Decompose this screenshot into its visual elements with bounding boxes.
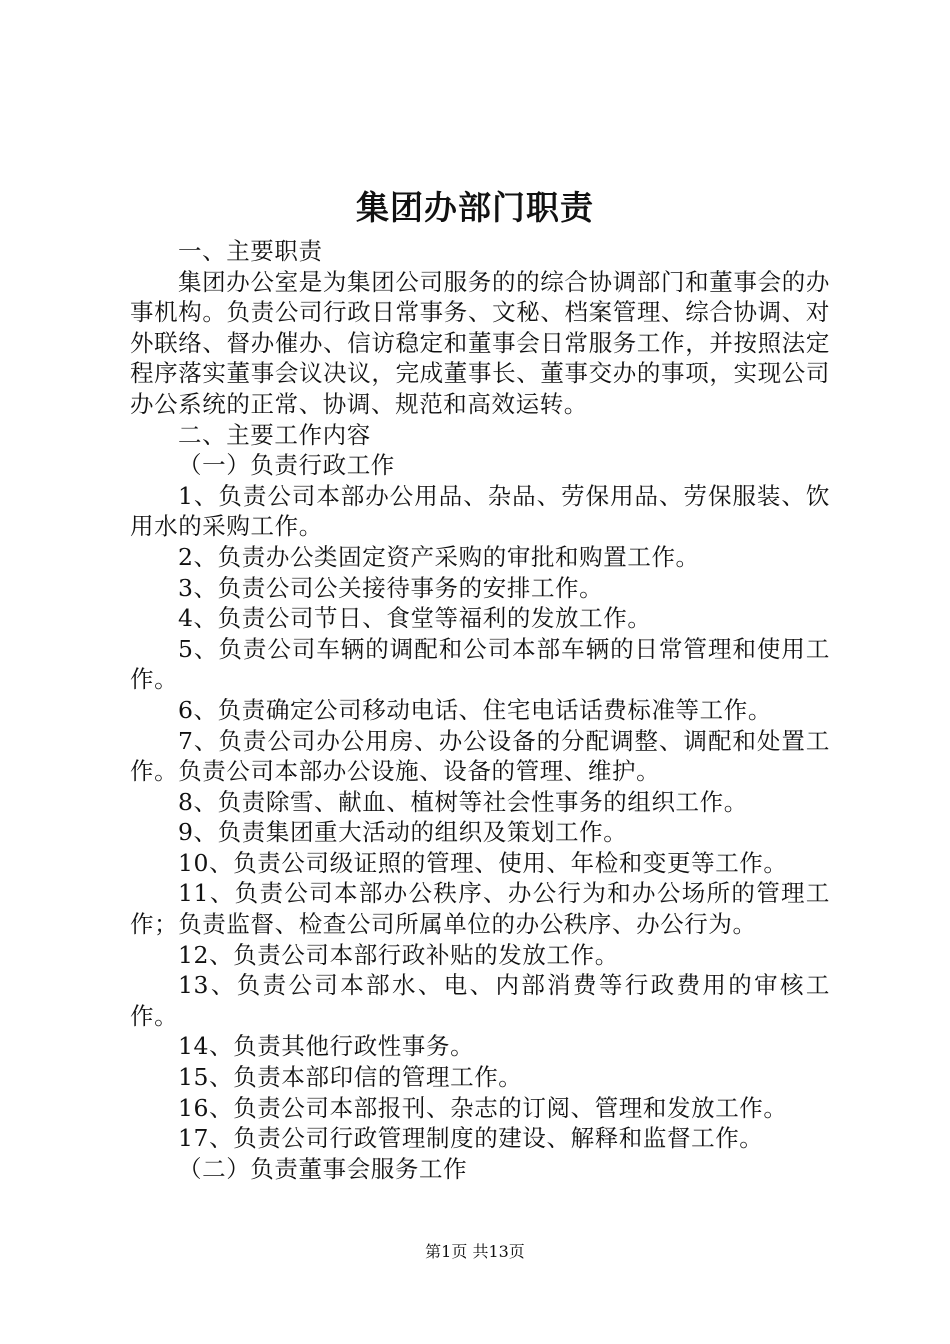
list-item: 10、负责公司级证照的管理、使用、年检和变更等工作。 — [178, 848, 788, 877]
section-heading-main-duties: 一、主要职责 — [178, 237, 323, 265]
section-heading-work-content: 二、主要工作内容 — [178, 420, 371, 449]
list-item: 9、负责集团重大活动的组织及策划工作。 — [178, 818, 628, 847]
document-body — [130, 236, 830, 1184]
list-item: 15、负责本部印信的管理工作。 — [178, 1063, 523, 1092]
subsection-heading-admin: （一）负责行政工作 — [178, 451, 395, 480]
list-item: 13、负责公司本部水、电、内部消费等行政费用的审核工作。 — [130, 971, 830, 1030]
page-number-footer: 第1页 共13页 — [425, 1242, 525, 1261]
paragraph-office-overview: 集团办公室是为集团公司服务的的综合协调部门和董事会的办事机构。负责公司行政日常事务、文秘、档案管理、综合协调、对外联络、督办催办、信访稳定和董事会日常服务工作，并按照法定程序落实董事会议决议，完成董事长、董事交办的事项，实现公司办公系统的正常、协调、规范和高效运转。 — [130, 267, 830, 418]
list-item: 7、负责公司办公用房、办公设备的分配调整、调配和处置工作。负责公司本部办公设施、设备的管理、维护。 — [130, 726, 830, 786]
list-item: 4、负责公司节日、食堂等福利的发放工作。 — [178, 604, 652, 633]
list-item: 8、负责除雪、献血、植树等社会性事务的组织工作。 — [178, 787, 748, 816]
list-item: 3、负责公司公关接待事务的安排工作。 — [178, 573, 604, 602]
list-item: 2、负责办公类固定资产采购的审批和购置工作。 — [178, 542, 700, 571]
list-item: 14、负责其他行政性事务。 — [178, 1032, 475, 1061]
list-item: 1、负责公司本部办公用品、杂品、劳保用品、劳保服装、饮用水的采购工作。 — [130, 481, 830, 541]
list-item: 12、负责公司本部行政补贴的发放工作。 — [178, 940, 619, 969]
list-item: 5、负责公司车辆的调配和公司本部车辆的日常管理和使用工作。 — [130, 634, 830, 694]
list-item: 17、负责公司行政管理制度的建设、解释和监督工作。 — [178, 1124, 764, 1153]
list-item: 11、负责公司本部办公秩序、办公行为和办公场所的管理工作；负责监督、检查公司所属单位的办公秩序、办公行为。 — [130, 879, 830, 939]
subsection-heading-board: （二）负责董事会服务工作 — [178, 1154, 468, 1183]
list-item: 6、负责确定公司移动电话、住宅电话话费标准等工作。 — [178, 695, 772, 724]
document-title: 集团办部门职责 — [356, 188, 594, 227]
list-item: 16、负责公司本部报刊、杂志的订阅、管理和发放工作。 — [178, 1093, 788, 1122]
